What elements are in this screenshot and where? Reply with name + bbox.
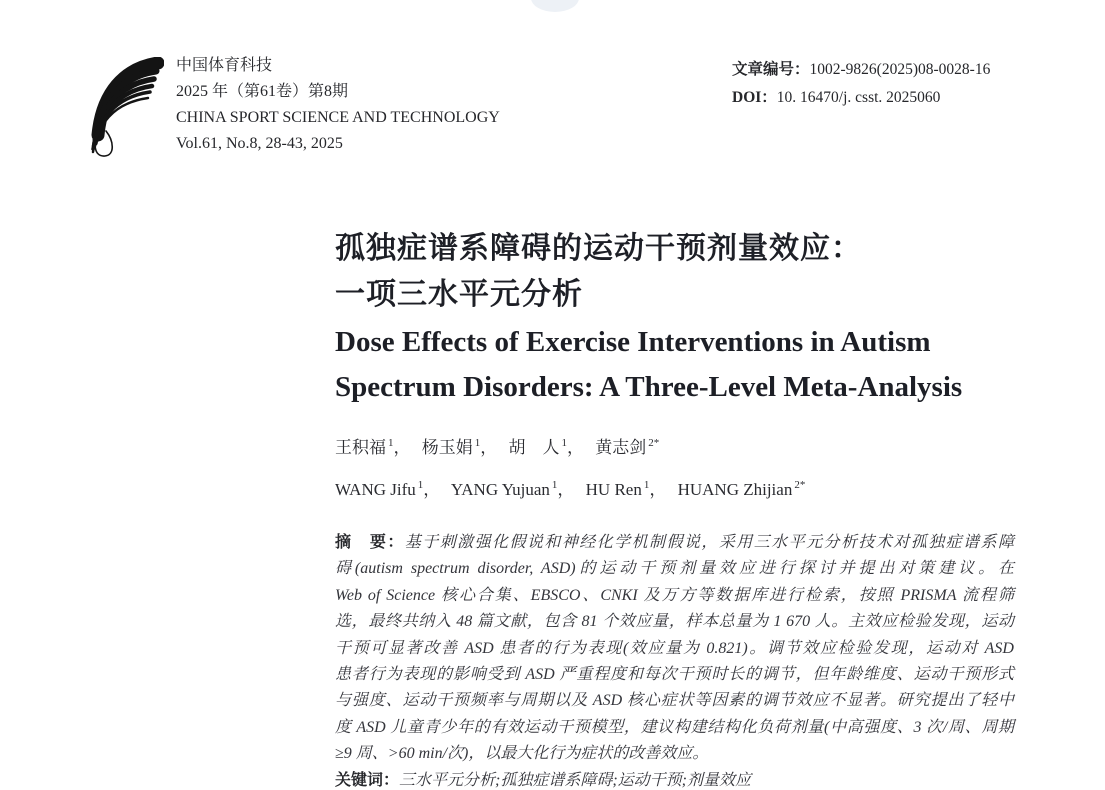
journal-logo-icon (88, 57, 164, 163)
doi-label: DOI： (732, 89, 777, 106)
article-title-cn (335, 226, 862, 318)
article-number-label: 文章编号： (732, 61, 810, 78)
author-cn-2: 杨玉娟 $^1$， (421, 437, 498, 457)
keywords-text: 三水平元分析;孤独症谱系障碍;运动干预;剂量效应 (399, 771, 752, 789)
top-shadow-pill (531, 0, 579, 12)
author-cn-1: 王积福 $^1$， (335, 437, 411, 457)
title-en-line1: Dose Effects of Exercise Interventions in Autism (335, 326, 931, 358)
doi-value: 10. 16470/j. csst. 2025060 (776, 89, 941, 106)
title-en-line2: Spectrum Disorders: A Three-Level Meta-Analysis (335, 371, 963, 403)
abstract-label: 摘 要： (335, 534, 405, 551)
author-en-4: HUANG Zhijian $^{2*}$ (677, 479, 806, 499)
author-affiliation-sup: 1 (561, 437, 567, 450)
author-affiliation-sup: 1 (643, 479, 650, 492)
article-title-en (335, 320, 962, 410)
author-en-2: YANG Yujuan $^1$， (450, 479, 575, 499)
author-affiliation-sup: 1 (417, 479, 424, 492)
article-meta (732, 56, 990, 112)
journal-name-cn: 中国体育科技 (176, 57, 273, 74)
abstract-line: 选，最终共纳入 48 篇文献，包含 81 个效应量，样本总量为 1 670 人。主效应检验发现，运动 (335, 613, 1014, 631)
journal-volume-info: Vol.61, No.8, 28-43, 2025 (176, 135, 343, 152)
abstract-line: 患者行为表现的影响受到 ASD 严重程度和每次干预时长的调节，但年龄维度、运动干预形式 (335, 666, 1014, 684)
author-affiliation-sup: 2* (794, 479, 806, 492)
journal-issue-cn: 2025 年（第61卷）第8期 (176, 83, 349, 100)
article-number-row (732, 56, 990, 84)
keywords-row (335, 768, 1014, 790)
author-affiliation-sup: 1 (388, 437, 394, 450)
abstract-line: 与强度、运动干预频率与周期以及 ASD 核心症状等因素的调节效应不显著。研究提出了轻中 (335, 692, 1014, 710)
author-en-1: WANG Jifu $^1$， (335, 479, 441, 499)
abstract-line: 度 ASD 儿童青少年的有效运动干预模型，建议构建结构化负荷剂量(中高强度、3 次/周、周期 (335, 718, 1014, 736)
author-cn-4: 黄志剑 $^{2*}$ (595, 437, 660, 457)
author-en-3: HU Ren $^1$， (585, 479, 667, 499)
abstract-line: 摘 要：基于刺激强化假说和神经化学机制假说，采用三水平元分析技术对孤独症谱系障 (335, 534, 1014, 551)
journal-info (176, 53, 500, 157)
abstract-line: ≥9 周、>60 min/次)，以最大化行为症状的改善效应。 (335, 745, 709, 763)
article-number-value: 1002-9826(2025)08-0028-16 (809, 61, 991, 78)
author-affiliation-sup: 1 (474, 437, 481, 450)
author-affiliation-sup: 2* (648, 437, 660, 450)
author-cn-3: 胡 人 $^1$， (508, 437, 584, 457)
abstract-section (335, 530, 1014, 790)
keywords-label: 关键词： (335, 771, 400, 789)
authors-cn (335, 433, 666, 458)
title-cn-line1: 孤独症谱系障碍的运动干预剂量效应： (335, 232, 862, 265)
author-affiliation-sup: 1 (551, 479, 558, 492)
journal-name-en: CHINA SPORT SCIENCE AND TECHNOLOGY (176, 109, 500, 126)
abstract-line: 干预可显著改善 ASD 患者的行为表现(效应量为 0.821)。调节效应检验发现，运动对 ASD (335, 639, 1014, 657)
authors-en (335, 475, 812, 500)
abstract-line: 碍(autism spectrum disorder, ASD)的运动干预剂量效应进行探讨并提出对策建议。在 (335, 560, 1014, 578)
doi-row (732, 84, 990, 112)
title-cn-line2: 一项三水平元分析 (335, 278, 583, 311)
abstract-line: Web of Science 核心合集、EBSCO、CNKI 及万方等数据库进行检索，按照 PRISMA 流程筛 (335, 586, 1014, 604)
